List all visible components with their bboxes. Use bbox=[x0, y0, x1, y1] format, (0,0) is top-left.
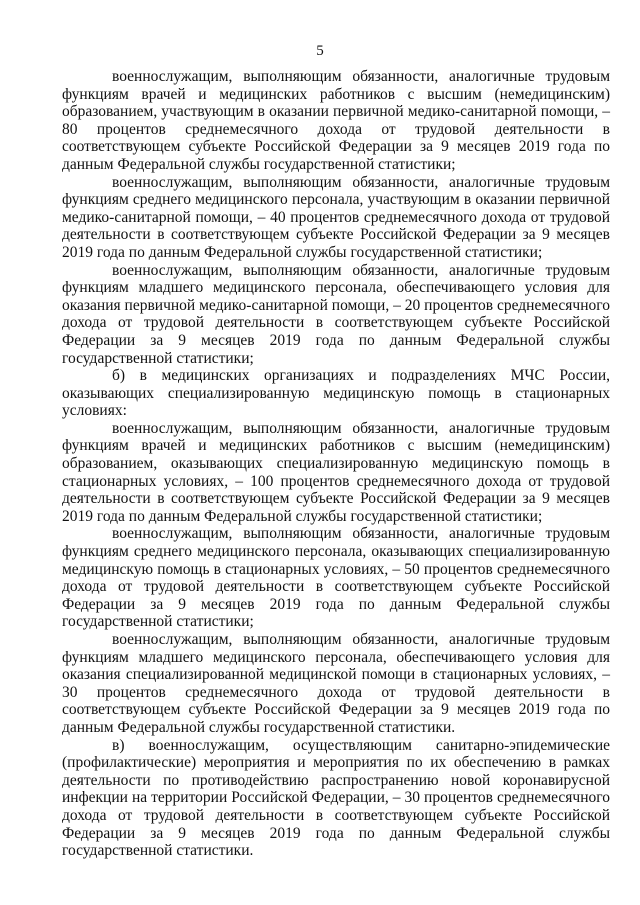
paragraph-doctors-primary-care: военнослужащим, выполняющим обязанности, аналогичные трудовым функциям врачей и медицинских работников с высшим (немедицинским) образованием, участвующим в оказании первичной медико-санитарной помощи, – 80 процентов среднемесячного дохода от трудовой деятельности в соответствующем субъекте Российской Федерации за 9 месяцев 2019 года по данным Федеральной службы государственной статистики; bbox=[62, 68, 610, 173]
paragraph-junior-staff-primary-care: военнослужащим, выполняющим обязанности, аналогичные трудовым функциям младшего медицинского персонала, обеспечивающего условия для оказания первичной медико-санитарной помощи, – 20 процентов среднемесячного дохода от трудовой деятельности в соответствующем субъекте Российской Федерации за 9 месяцев 2019 года по данным Федеральной службы государственной статистики; bbox=[62, 261, 610, 367]
document-body bbox=[62, 68, 610, 860]
paragraph-section-c-sanitary: в) военнослужащим, осуществляющим санитарно-эпидемические (профилактические) мероприятия и мероприятия по их обеспечению в рамках деятельности по противодействию распространению новой коронавирусной инфекции на территории Российской Федерации, – 30 процентов среднемесячного дохода от трудовой деятельности в соответствующем субъекте Российской Федерации за 9 месяцев 2019 года по данным Федеральной службы государственной статистики. bbox=[62, 736, 610, 860]
paragraph-junior-staff-inpatient: военнослужащим, выполняющим обязанности, аналогичные трудовым функциям младшего медицинского персонала, обеспечивающего условия для оказания специализированной медицинской помощи в стационарных условиях, – 30 процентов среднемесячного дохода от трудовой деятельности в соответствующем субъекте Российской Федерации за 9 месяцев 2019 года по данным Федеральной службы государственной статистики. bbox=[62, 631, 610, 736]
page-number: 5 bbox=[316, 43, 324, 59]
paragraph-doctors-inpatient: военнослужащим, выполняющим обязанности, аналогичные трудовым функциям врачей и медицинских работников с высшим (немедицинским) образованием, оказывающих специализированную медицинскую помощь в стационарных условиях, – 100 процентов среднемесячного дохода от трудовой деятельности в соответствующем субъекте Российской Федерации за 9 месяцев 2019 года по данным Федеральной службы государственной статистики; bbox=[62, 419, 610, 525]
paragraph-section-b-heading: б) в медицинских организациях и подразделениях МЧС России, оказывающих специализированную медицинскую помощь в стационарных условиях: bbox=[62, 367, 610, 420]
paragraph-nurses-inpatient: военнослужащим, выполняющим обязанности, аналогичные трудовым функциям среднего медицинского персонала, оказывающих специализированную медицинскую помощь в стационарных условиях, – 50 процентов среднемесячного дохода от трудовой деятельности в соответствующем субъекте Российской Федерации за 9 месяцев 2019 года по данным Федеральной службы государственной статистики; bbox=[62, 525, 610, 631]
paragraph-nurses-primary-care: военнослужащим, выполняющим обязанности, аналогичные трудовым функциям среднего медицинского персонала, участвующим в оказании первичной медико-санитарной помощи, – 40 процентов среднемесячного дохода от трудовой деятельности в соответствующем субъекте Российской Федерации за 9 месяцев 2019 года по данным Федеральной службы государственной статистики; bbox=[62, 173, 610, 261]
